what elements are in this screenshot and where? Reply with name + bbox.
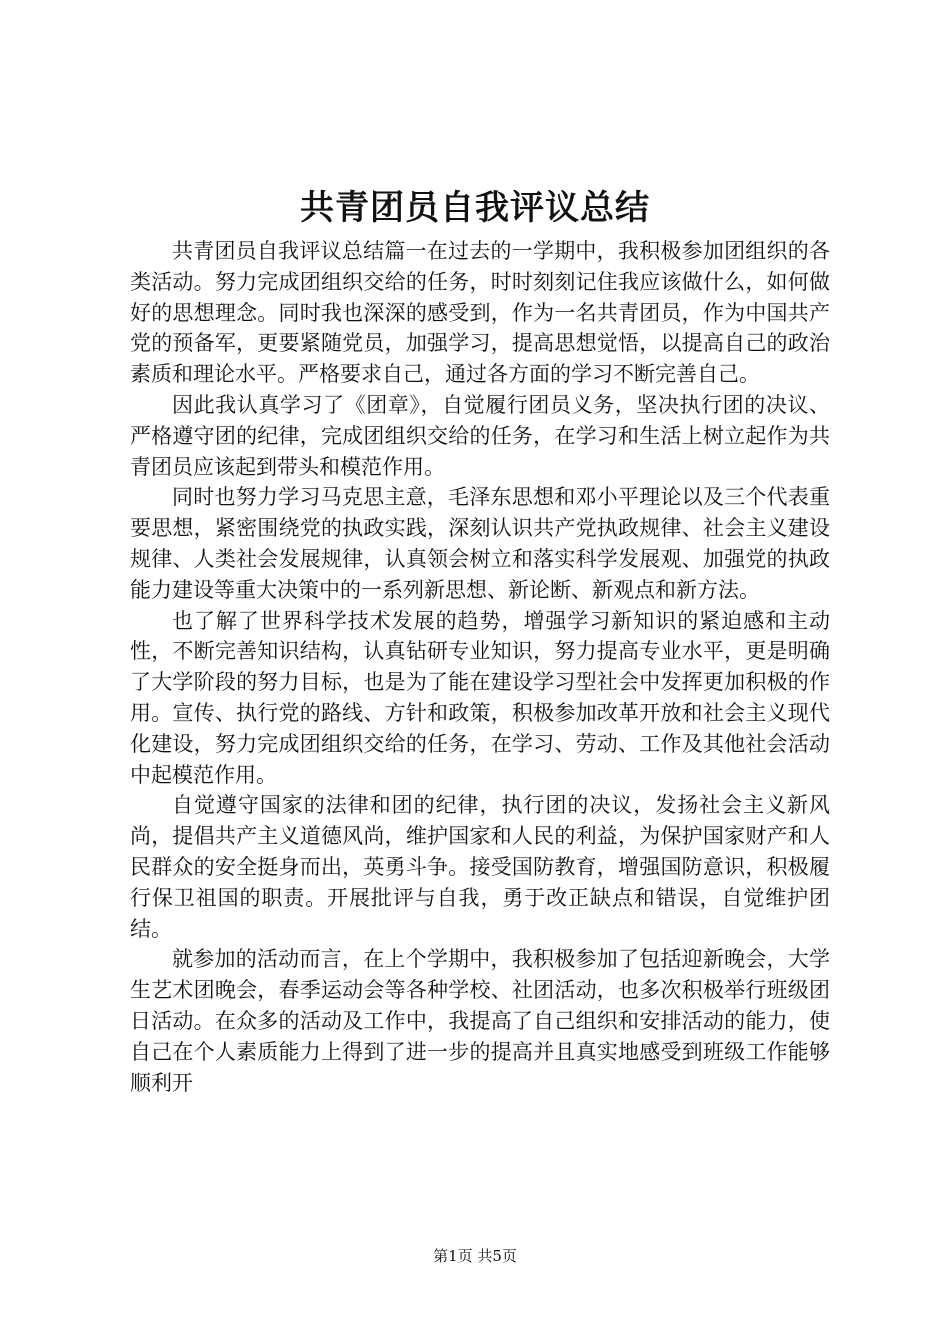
paragraph: 共青团员自我评议总结篇一在过去的一学期中，我积极参加团组织的各类活动。努力完成团组织交给的任务，时时刻刻记住我应该做什么，如何做好的思想理念。同时我也深深的感受到，作为一名共青团员，作为中国共产党的预备军，更要紧随党员，加强学习，提高思想觉悟，以提高自己的政治素质和理论水平。严格要求自己，通过各方面的学习不断完善自己。 bbox=[130, 239, 830, 387]
document-title: 共青团员自我评议总结 bbox=[300, 188, 650, 228]
paragraph: 自觉遵守国家的法律和团的纪律，执行团的决议，发扬社会主义新风尚，提倡共产主义道德风尚，维护国家和人民的利益，为保护国家财产和人民群众的安全挺身而出，英勇斗争。接受国防教育，增强国防意识，积极履行保卫祖国的职责。开展批评与自我，勇于改正缺点和错误，自觉维护团结。 bbox=[130, 793, 830, 941]
paragraph: 同时也努力学习马克思主意，毛泽东思想和邓小平理论以及三个代表重要思想，紧密围绕党的执政实践，深刻认识共产党执政规律、社会主义建设规律、人类社会发展规律，认真领会树立和落实科学发展观、加强党的执政能力建设等重大决策中的一系列新思想、新论断、新观点和新方法。 bbox=[130, 485, 830, 602]
paragraph: 也了解了世界科学技术发展的趋势，增强学习新知识的紧迫感和主动性，不断完善知识结构，认真钻研专业知识，努力提高专业水平，更是明确了大学阶段的努力目标，也是为了能在建设学习型社会中发挥更加积极的作用。宣传、执行党的路线、方针和政策，积极参加改革开放和社会主义现代化建设，努力完成团组织交给的任务，在学习、劳动、工作及其他社会活动中起模范作用。 bbox=[130, 608, 830, 787]
document-body bbox=[130, 236, 830, 1098]
paragraph: 因此我认真学习了《团章》，自觉履行团员义务，坚决执行团的决议、严格遵守团的纪律，完成团组织交给的任务，在学习和生活上树立起作为共青团员应该起到带头和模范作用。 bbox=[130, 392, 830, 479]
paragraph: 就参加的活动而言，在上个学期中，我积极参加了包括迎新晚会，大学生艺术团晚会，春季运动会等各种学校、社团活动，也多次积极举行班级团日活动。在众多的活动及工作中，我提高了自己组织和安排活动的能力，使自己在个人素质能力上得到了进一步的提高并且真实地感受到班级工作能够顺利开 bbox=[130, 947, 830, 1095]
page-footer: 第1页 共5页 bbox=[433, 1247, 517, 1265]
